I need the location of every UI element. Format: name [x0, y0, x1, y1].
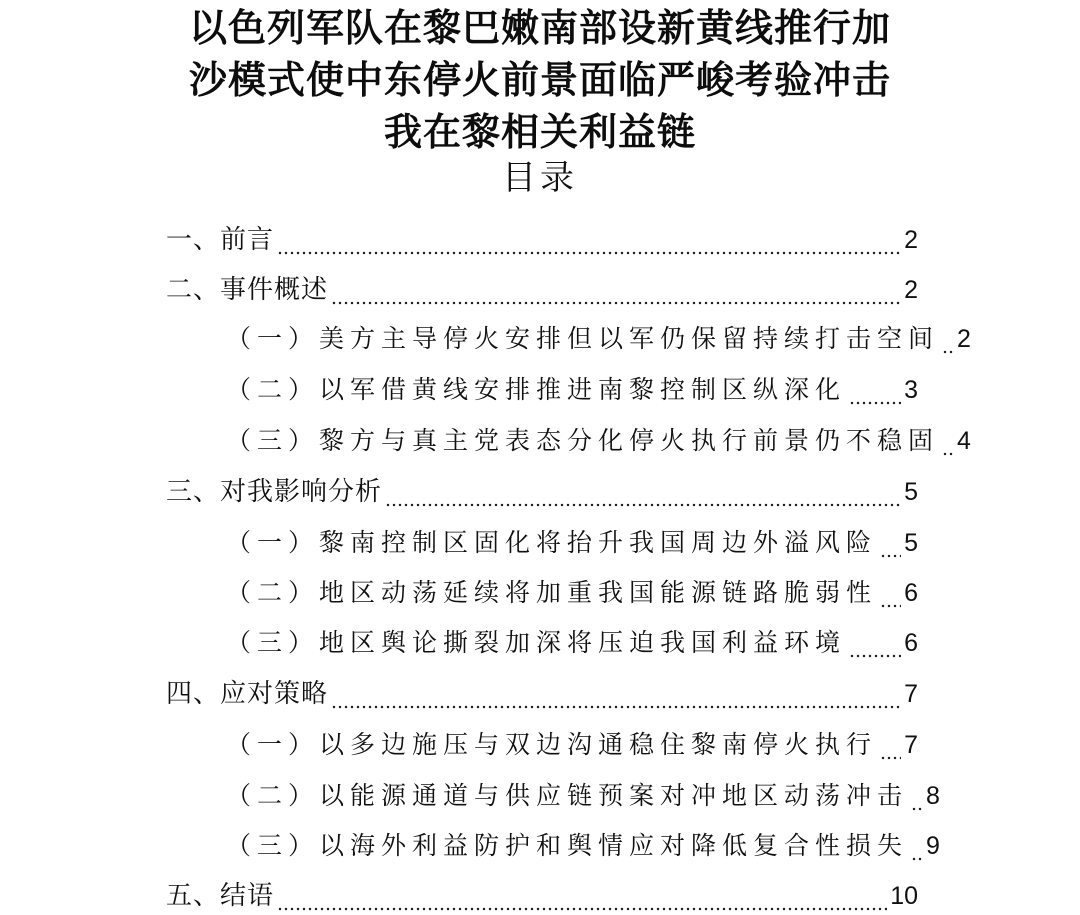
toc-entry-3-3[interactable] [226, 624, 918, 660]
title-line-2: 沙模式使中东停火前景面临严峻考验冲击 [188, 58, 891, 102]
dot-leader [880, 526, 901, 560]
toc-entry-page: 5 [904, 529, 918, 557]
title-line-1: 以色列军队在黎巴嫩南部设新黄线推行加 [188, 6, 891, 50]
title-line-3: 我在黎相关利益链 [383, 110, 696, 154]
toc-entry-page: 4 [957, 427, 971, 455]
toc-entry-label: （一）黎南控制区固化将抬升我国周边外溢风险 [226, 528, 878, 557]
dot-leader [942, 424, 954, 458]
toc-entry-label: （三）地区舆论撕裂加深将压迫我国利益环境 [226, 628, 847, 657]
toc-entry-label: （二）以军借黄线安排推进南黎控制区纵深化 [226, 375, 847, 404]
toc-entry-page: 2 [957, 325, 971, 353]
toc-entry-page: 6 [904, 579, 918, 607]
toc-entry-2-1[interactable] [226, 320, 971, 356]
dot-leader [880, 576, 901, 610]
toc-entry-page: 8 [926, 782, 940, 810]
toc-entry-page: 2 [904, 226, 918, 254]
toc-entry-4-1[interactable] [226, 726, 918, 762]
toc-entry-page: 2 [904, 276, 918, 304]
dot-leader [331, 677, 901, 711]
dot-leader [331, 273, 901, 307]
toc-entry-label: （三）黎方与真主党表态分化停火执行前景仍不稳固 [226, 426, 940, 455]
toc-entry-2-2[interactable] [226, 371, 918, 407]
toc-entry-3-1[interactable] [226, 524, 918, 560]
toc-entry-page: 7 [904, 731, 918, 759]
toc-entry-page: 7 [904, 680, 918, 708]
dot-leader [849, 373, 901, 407]
toc-entry-label: （二）以能源通道与供应链预案对冲地区动荡冲击 [226, 781, 909, 810]
toc-entry-label: 四、应对策略 [166, 679, 329, 709]
toc-entry-impact-analysis[interactable] [166, 473, 918, 509]
toc-entry-label: 五、结语 [166, 881, 275, 911]
toc-entry-event-overview[interactable] [166, 271, 918, 307]
dot-leader [942, 322, 954, 356]
toc-entry-conclusion[interactable] [166, 877, 918, 913]
toc-entry-preface[interactable] [166, 221, 918, 257]
toc-entry-label: 二、事件概述 [166, 275, 329, 305]
toc-entry-label: （一）美方主导停火安排但以军仍保留持续打击空间 [226, 324, 940, 353]
toc-entry-label: （二）地区动荡延续将加重我国能源链路脆弱性 [226, 578, 878, 607]
dot-leader [880, 728, 901, 762]
dot-leader [385, 475, 901, 509]
toc-entry-page: 5 [904, 478, 918, 506]
dot-leader [277, 223, 901, 257]
dot-leader [911, 829, 923, 863]
toc-entry-4-2[interactable] [226, 777, 940, 813]
dot-leader [277, 879, 887, 913]
toc-heading: 目录 [502, 158, 578, 198]
toc-entry-label: （一）以多边施压与双边沟通稳住黎南停火执行 [226, 730, 878, 759]
toc-entry-label: 三、对我影响分析 [166, 477, 383, 507]
toc-entry-2-3[interactable] [226, 422, 971, 458]
toc-entry-label: （三）以海外利益防护和舆情应对降低复合性损失 [226, 831, 909, 860]
dot-leader [911, 779, 923, 813]
toc-entry-page: 3 [904, 376, 918, 404]
toc-entry-page: 10 [890, 882, 918, 910]
dot-leader [849, 626, 901, 660]
toc-entry-3-2[interactable] [226, 574, 918, 610]
toc-entry-response-strategy[interactable] [166, 675, 918, 711]
toc-entry-page: 6 [904, 629, 918, 657]
toc-entry-label: 一、前言 [166, 225, 275, 255]
toc-entry-4-3[interactable] [226, 827, 940, 863]
toc-entry-page: 9 [926, 832, 940, 860]
